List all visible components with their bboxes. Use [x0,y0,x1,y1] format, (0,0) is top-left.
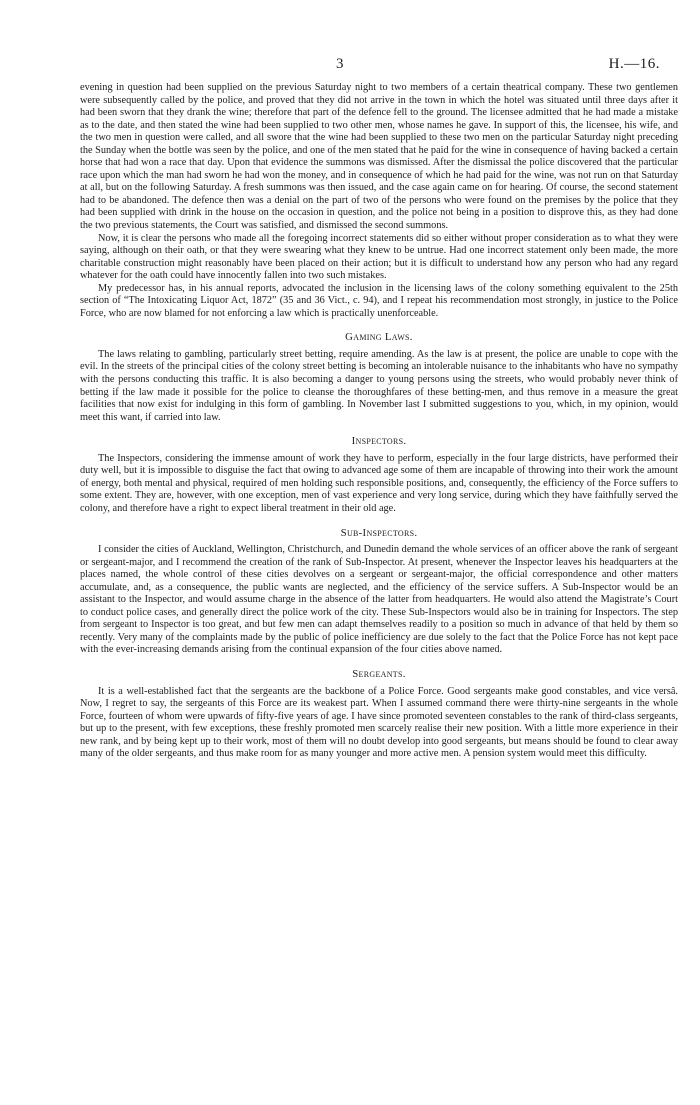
section-heading-sub-inspectors: Sub-Inspectors. [340,526,418,539]
page-header [80,56,660,74]
paragraph: The laws relating to gambling, particularly street betting, require amending. As the law is at present, the police are unable to cope with the evil. In the streets of the principal cities of the colony street betting is becoming an intolerable nuisance to the inhabitants who have no sympathy with the persons conducting this traffic. It is also becoming a danger to young persons using the streets, who would probably never think of betting if the law made it possible for the police to cleanse the thoroughfares of these betting-men, and thus remove in a measure the great facilities that now exist for indulging in this form of gambling. In November last I submitted suggestions to you, which, in my opinion, would meet this want, if carried into law. [80,348,678,423]
page-number: 3 [336,56,344,72]
paragraph: I consider the cities of Auckland, Wellington, Christchurch, and Dunedin demand the whole services of an officer above the rank of sergeant or sergeant-major, and I recommend the creation of the rank of Sub-Inspector. At present, whenever the Inspector leaves his headquarters at the places named, the whole control of these cities devolves on a sergeant or sergeant-major, the official correspondence and other matters accumulate, and, as a consequence, the public wants are neglected, and the efficiency of the service suffers. A Sub-Inspector would be an assistant to the Inspector, and would assume charge in the absence of the latter from headquarters. He would also attend the Magistrate’s Court to conduct police cases, and generally direct the police work of the city. These Sub-Inspectors would also be in training for Inspectors. The step from sergeant to Inspector is too great, and but few men can adapt themselves readily to a position so much in advance of that held by them so recently. Very many of the complaints made by the public of police inefficiency are due solely to the fact that the Police Force has not kept pace with the ever-increasing demands arising from the continual expansion of the four cities above named. [80,544,678,656]
paragraph: My predecessor has, in his annual reports, advocated the inclusion in the licensing laws of the colony something equivalent to the 25th section of “The Intoxicating Liquor Act, 1872” (35 and 36 Vict., c. 94), and I repeat his recommendation most strongly, in justice to the Police Force, who are now blamed for not enforcing a law which is practically unenforceable. [80,282,678,319]
document-body [80,82,678,761]
paragraph: The Inspectors, considering the immense amount of work they have to perform, especially in the four large districts, have performed their duty well, but it is impossible to disguise the fact that owing to advanced age some of them are incapable of throwing into their work the amount of energy, both mental and physical, required of men holding such responsible positions, and, consequently, the efficiency of the Force suffers to some extent. They are, however, with one exception, men of vast experience and very long service, during which they have faithfully served the colony, and therefore have a right to expect liberal treatment in their old age. [80,452,678,514]
paragraph: Now, it is clear the persons who made all the foregoing incorrect statements did so either without proper consideration as to what they were saying, although on their oath, or that they were swearing what they knew to be untrue. Had one incorrect statement only been made, the more charitable construction might reasonably have been placed on their action; but it is difficult to understand how any person who had any regard whatever for the oath could have innocently fallen into two such mistakes. [80,232,678,282]
section-heading-gaming-laws: Gaming Laws. [345,331,413,344]
section-heading-inspectors: Inspectors. [351,435,407,448]
paragraph: It is a well-established fact that the sergeants are the backbone of a Police Force. Good sergeants make good constables, and vice versâ. Now, I regret to say, the sergeants of this Force are its weakest part. When I assumed command there were thirty-nine sergeants in the whole Force, fourteen of whom were upwards of fifty-five years of age. I have since promoted seventeen constables to the rank of third-class sergeants, but up to the present, with few exceptions, these freshly promoted men scarcely realise their new position. With a little more experience in their new rank, and by being kept up to their work, most of them will no doubt develop into good sergeants, but means should be found to clear away many of the older sergeants, and thus make room for as many younger and more active men. A pension system would meet this difficulty. [80,685,678,760]
document-reference: H.—16. [608,56,660,72]
section-heading-sergeants: Sergeants. [352,667,406,680]
paragraph: evening in question had been supplied on the previous Saturday night to two members of a certain theatrical company. These two gentlemen were subsequently called by the police, and proved that they did not arrive in the town in which the hotel was situated until three days after it had been sworn that they drank the wine; therefore that part of the defence fell to the ground. The licensee admitted that he had made a mistake as to the date, and then stated the wine had been supplied to two other men, whose names he gave. In support of this, the licensee, his wife, and the two men in question were called, and all swore that the wine had been supplied to these two men on the particular Saturday night preceding the Sunday when the bottle was seen by the police, and one of the men stated that he paid for the wine in consequence of having backed a certain horse that had won a race that day. Upon that evidence the summons was dismissed. After the dismissal the police discovered that the particular race upon which the man had sworn he had won the money, and in consequence of which he had paid for the wine, was not run on that Saturday at all, but on the following Saturday. A fresh summons was then issued, and the case again came on for hearing. Of course, the second statement had to be abandoned. The defence then was a denial on the part of two of the persons who were found on the premises by the police that they had been supplied with drink in the house on the occasion in question, and the police not being in a position to disprove this, as they had done the two previous statements, the Court was satisfied, and dismissed the second summons. [80,82,678,232]
